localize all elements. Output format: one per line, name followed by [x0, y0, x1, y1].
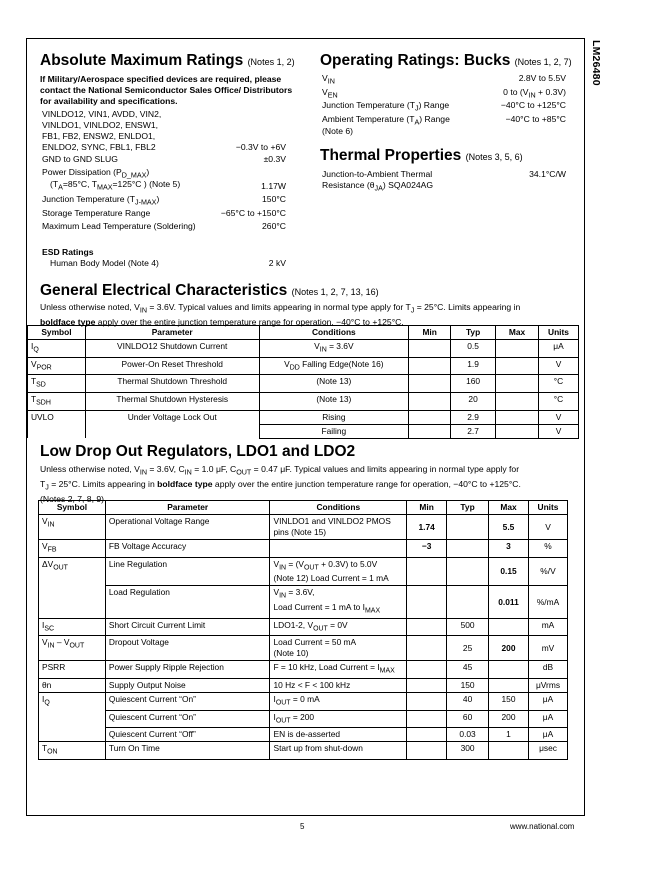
- amr-title: Absolute Maximum Ratings (Notes 1, 2): [40, 52, 295, 69]
- gec-header-row: [28, 326, 579, 340]
- esd-title: ESD Ratings: [42, 247, 94, 257]
- gec-description: Unless otherwise noted, $V_{IN} = 3.6V$. Typical values and limits appearing in normal type apply for $T_J = 25^\circ C$. Limits appearing in boldface type apply over the entire junction temperature range for operation, −40°C to +125°C.: [40, 302, 521, 327]
- opb-section: [320, 52, 572, 70]
- col-conditions: Conditions: [259, 326, 409, 340]
- table-row: $I_Q$ VINLDO12 Shutdown Current $V_{IN} = 3.6V$ 0.5 μA: [28, 340, 579, 358]
- opb-vin-value: 2.8V to 5.5V: [518, 73, 566, 83]
- opb-tj-value: −40°C to +125°C: [500, 100, 566, 110]
- amr-lead-value: 260°C: [262, 221, 286, 231]
- col-units: Units: [538, 326, 578, 340]
- amr-storage-label: Storage Temperature Range: [42, 208, 151, 218]
- opb-vin-label: $V_{IN}$: [322, 73, 335, 86]
- table-row: $I_{SC}$ Short Circuit Current Limit LDO1-2, $V_{OUT} = 0V$ 500 mA: [39, 618, 568, 636]
- gec-section: [40, 282, 580, 328]
- amr-pins-value: −0.3V to +6V: [235, 142, 286, 152]
- table-row: $T_{SD}$ Thermal Shutdown Threshold (Note 13) 160 °C: [28, 375, 579, 393]
- ldo-table: [38, 500, 568, 760]
- amr-pd-value: 1.17W: [261, 181, 286, 191]
- amr-gnd-label: GND to GND SLUG: [42, 154, 118, 164]
- table-row: $V_{POR}$ Power-On Reset Threshold $V_{DD}$ Falling Edge(Note 16) 1.9 V: [28, 357, 579, 375]
- amr-warning: If Military/Aerospace specified devices are required, please contact the National Semiconductor Sales Office/ Distributors for availability and specifications.: [40, 74, 293, 107]
- table-row: $V_{IN} - V_{OUT}$ Dropout Voltage Load Current = 50 mA (Note 10) 25 200 mV: [39, 636, 568, 661]
- col-typ: Typ: [451, 326, 496, 340]
- amr-section: [40, 52, 300, 108]
- thermal-title: Thermal Properties (Notes 3, 5, 6): [320, 147, 523, 164]
- opb-ven-value: 0 to $(V_{IN} + 0.3V)$: [503, 87, 566, 100]
- opb-tj-label: Junction Temperature $(T_J)$ Range: [322, 100, 450, 113]
- footer-website[interactable]: www.national.com: [510, 822, 575, 831]
- page-number: 5: [300, 822, 305, 831]
- col-max: Max: [496, 326, 539, 340]
- esd-label: Human Body Model (Note 4): [50, 258, 159, 268]
- table-row: PSRR Power Supply Ripple Rejection F = 10 kHz, Load Current = $I_{MAX}$ 45 dB: [39, 661, 568, 679]
- amr-pins: VINLDO12, VIN1, AVDD, VIN2, VINLDO1, VINLDO2, ENSW1, FB1, FB2, ENSW2, ENLDO1, ENLDO2, SYNC, FBL1, FBL2: [42, 109, 162, 152]
- opb-ta-label: Ambient Temperature $(T_A)$ Range: [322, 114, 450, 127]
- amr-storage-value: −65°C to +150°C: [220, 208, 286, 218]
- thermal-value: 34.1°C/W: [529, 169, 566, 179]
- esd-value: 2 kV: [268, 258, 286, 268]
- table-row: Load Regulation $V_{IN} = 3.6V$, Load Current = 1 mA to $I_{MAX}$ 0.011 %/mA: [39, 586, 568, 618]
- table-row: Failing 2.7 V: [28, 424, 579, 438]
- thermal-label: Junction-to-Ambient Thermal Resistance $(\theta_{JA})$ SQA024AG: [322, 169, 434, 193]
- amr-tj-label: Junction Temperature $(T_{J-MAX})$: [42, 194, 160, 207]
- table-row: $V_{FB}$ FB Voltage Accuracy −3 3 %: [39, 540, 568, 558]
- col-symbol: Symbol: [28, 326, 86, 340]
- thermal-section: [320, 147, 523, 165]
- table-row: Quiescent Current “Off” EN is de-asserted 0.03 1 μA: [39, 728, 568, 742]
- amr-lead-label: Maximum Lead Temperature (Soldering): [42, 221, 196, 231]
- table-row: UVLO Under Voltage Lock Out Rising 2.9 V: [28, 410, 579, 424]
- col-min: Min: [409, 326, 451, 340]
- opb-ta-value: −40°C to +85°C: [505, 114, 566, 124]
- table-row: $I_Q$ Quiescent Current “On” $I_{OUT} = 0$ mA 40 150 μA: [39, 693, 568, 711]
- table-row: $T_{ON}$ Turn On Time Start up from shut-down 300 μsec: [39, 742, 568, 760]
- ldo-section: [40, 443, 585, 505]
- opb-ven-label: $V_{EN}$: [322, 87, 338, 100]
- col-parameter: Parameter: [85, 326, 259, 340]
- gec-table: [27, 325, 579, 439]
- gec-title: General Electrical Characteristics (Notes 1, 2, 7, 13, 16): [40, 282, 379, 299]
- ldo-header-row: Symbol Parameter Conditions Min Typ Max Units: [39, 501, 568, 515]
- table-row: $\Delta V_{OUT}$ Line Regulation $V_{IN} = (V_{OUT} + 0.3V)$ to 5.0V (Note 12) Load Current = 1 mA 0.15 %/V: [39, 557, 568, 586]
- opb-title: Operating Ratings: Bucks (Notes 1, 2, 7): [320, 52, 572, 69]
- amr-pd-cond: ($T_A=85^\circ C$, $T_{MAX}=125^\circ C$ ) (Note 5): [50, 179, 181, 192]
- side-part-label: LM26480: [590, 40, 602, 86]
- amr-gnd-value: ±0.3V: [263, 154, 286, 164]
- ldo-description: Unless otherwise noted, $V_{IN} = 3.6V$, $C_{IN} = 1.0$ μF, $C_{OUT} = 0.47$ μF. Typical values and limits appearing in normal type apply for $T_J = 25^\circ C$. Limits appearing in boldface type apply over the entire junction temperature range for operation, −40°C to +125°C. (Notes 2, 7, 8, 9): [40, 464, 521, 504]
- amr-tj-value: 150°C: [262, 194, 286, 204]
- ldo-title: Low Drop Out Regulators, LDO1 and LDO2: [40, 443, 356, 460]
- table-row: θn Supply Output Noise 10 Hz < F < 100 kHz 150 μVrms: [39, 679, 568, 693]
- amr-pd-label: Power Dissipation $(P_{D\_MAX})$: [42, 167, 150, 180]
- table-row: $T_{SDH}$ Thermal Shutdown Hysteresis (Note 13) 20 °C: [28, 393, 579, 411]
- table-row: Quiescent Current “On” $I_{OUT} = 200$ 60 200 μA: [39, 710, 568, 728]
- table-row: $V_{IN}$ Operational Voltage Range VINLDO1 and VINLDO2 PMOS pins (Note 15) 1.74 5.5 V: [39, 515, 568, 540]
- opb-note6: (Note 6): [322, 126, 354, 136]
